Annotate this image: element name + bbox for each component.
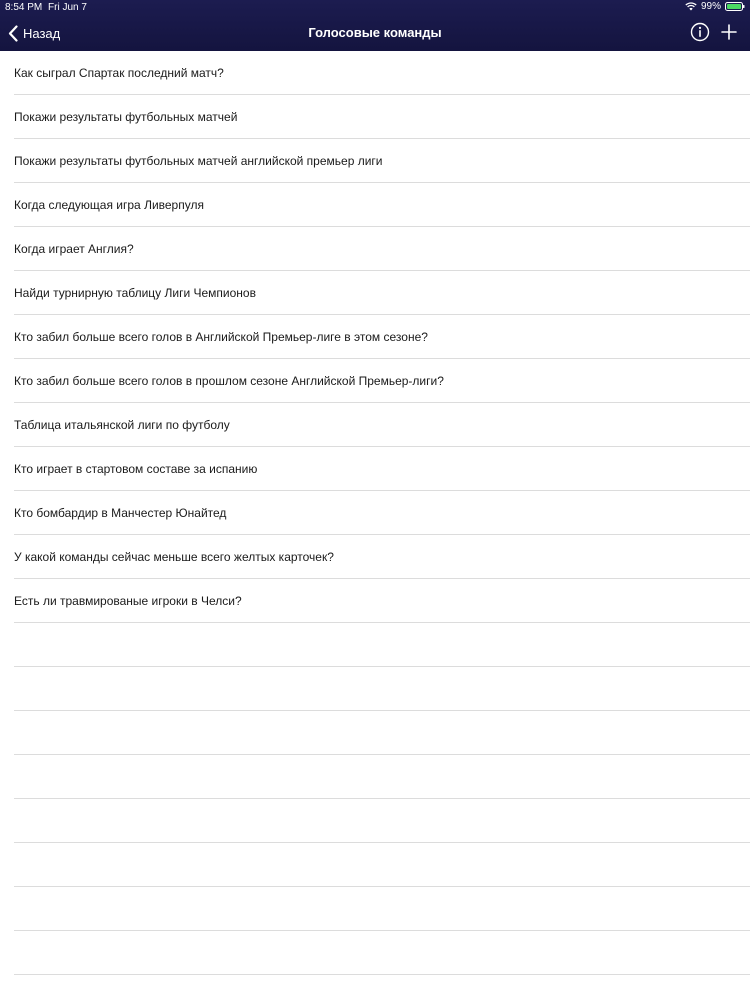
empty-row [0, 931, 750, 975]
empty-row [0, 887, 750, 931]
add-button[interactable] [719, 22, 739, 42]
empty-row [0, 667, 750, 711]
info-button[interactable] [690, 22, 710, 42]
battery-percent: 99% [700, 1, 721, 12]
empty-row [0, 623, 750, 667]
command-label: У какой команды сейчас меньше всего желтых карточек? [14, 550, 334, 564]
status-date: Fri Jun 7 [48, 2, 87, 13]
wifi-icon [685, 2, 697, 11]
command-row[interactable] [0, 271, 750, 315]
command-row[interactable] [0, 535, 750, 579]
command-label: Найди турнирную таблицу Лиги Чемпионов [14, 286, 256, 300]
command-label: Как сыграл Спартак последний матч? [14, 66, 224, 80]
command-row[interactable] [0, 95, 750, 139]
command-row[interactable] [0, 183, 750, 227]
command-row[interactable] [0, 359, 750, 403]
navbar [0, 14, 750, 51]
command-row[interactable] [0, 227, 750, 271]
voice-command-list [0, 51, 750, 975]
command-label: Покажи результаты футбольных матчей [14, 110, 238, 124]
status-bar [0, 0, 750, 14]
battery-icon [725, 2, 745, 11]
status-right [685, 1, 745, 12]
empty-row [0, 755, 750, 799]
command-row[interactable] [0, 491, 750, 535]
plus-icon [719, 22, 739, 42]
command-row[interactable] [0, 139, 750, 183]
back-label: Назад [23, 25, 61, 41]
command-label: Есть ли травмированые игроки в Челси? [14, 594, 242, 608]
command-label: Кто забил больше всего голов в прошлом сезоне Английской Премьер-лиги? [14, 374, 444, 388]
command-label: Когда играет Англия? [14, 242, 134, 256]
page-title: Голосовые команды [308, 25, 442, 40]
command-label: Кто бомбардир в Манчестер Юнайтед [14, 506, 227, 520]
info-circle-icon [690, 22, 710, 42]
command-label: Покажи результаты футбольных матчей английской премьер лиги [14, 154, 383, 168]
header [0, 0, 750, 51]
chevron-left-icon [8, 25, 18, 42]
empty-row [0, 711, 750, 755]
empty-row [0, 799, 750, 843]
command-label: Когда следующая игра Ливерпуля [14, 198, 204, 212]
back-button[interactable] [8, 22, 60, 44]
command-row[interactable] [0, 51, 750, 95]
status-time: 8:54 PM [5, 2, 43, 13]
command-label: Кто играет в стартовом составе за испанию [14, 462, 258, 476]
command-label: Таблица итальянской лиги по футболу [14, 418, 230, 432]
command-row[interactable] [0, 579, 750, 623]
command-label: Кто забил больше всего голов в Английской Премьер-лиге в этом сезоне? [14, 330, 428, 344]
command-row[interactable] [0, 447, 750, 491]
command-row[interactable] [0, 403, 750, 447]
command-row[interactable] [0, 315, 750, 359]
empty-row [0, 843, 750, 887]
